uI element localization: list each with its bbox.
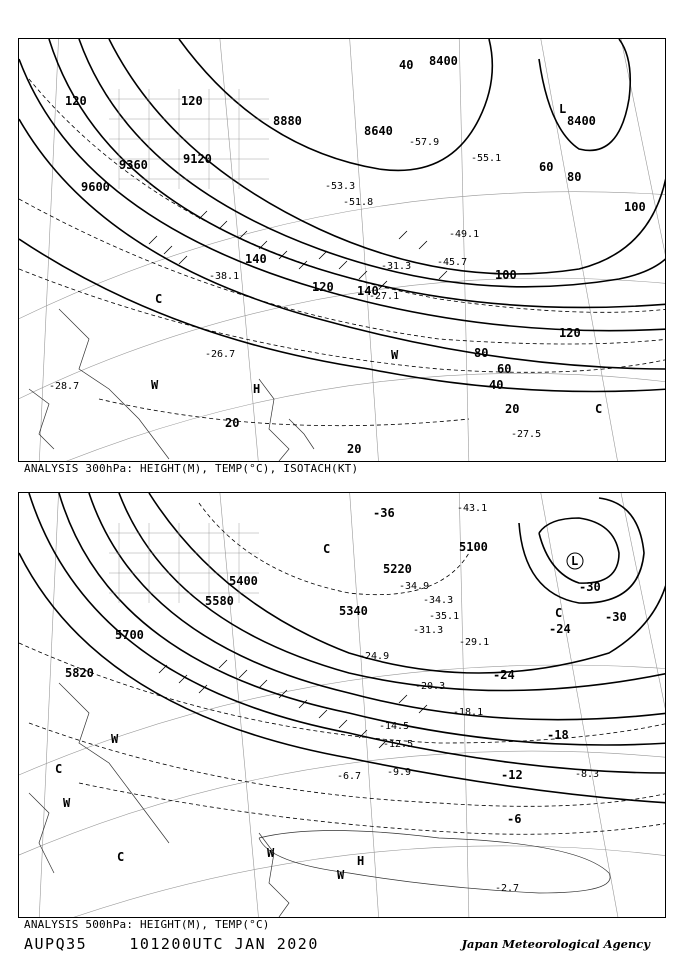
high-pressure-symbol: H (357, 854, 365, 868)
isotherms (19, 503, 665, 834)
low-pressure-symbol: L (571, 554, 579, 568)
warm-symbol: W (111, 732, 119, 746)
agency-name: Japan Meteorological Agency (461, 937, 650, 951)
valid-time: 101200UTC JAN 2020 (129, 935, 319, 953)
wind-barbs (159, 660, 427, 748)
warm-symbol: W (267, 846, 275, 860)
temperature-label: -28.7 (49, 381, 80, 392)
temperature-label: -31.3 (413, 625, 444, 636)
temperature-label: -14.5 (379, 721, 410, 732)
height-label: 5100 (459, 540, 488, 554)
map-500hpa (19, 493, 665, 917)
caption-500hpa: ANALYSIS 500hPa: HEIGHT(M), TEMP(°C) (24, 918, 270, 931)
isotherm-label: -24 (493, 668, 515, 682)
height-label: 5220 (383, 562, 412, 576)
height-label: 8400 (567, 114, 596, 128)
isotach-label: 100 (495, 268, 517, 282)
height-label: 9120 (183, 152, 212, 166)
isotach-label: 60 (539, 160, 554, 174)
temperature-label: -24.9 (359, 651, 390, 662)
height-label: 5820 (65, 666, 94, 680)
product-code: AUPQ35 (24, 935, 88, 953)
temperature-label: -12.5 (383, 739, 414, 750)
temperature-label: -18.1 (453, 707, 484, 718)
isotach-label: 120 (559, 326, 581, 340)
cold-symbol: C (555, 606, 563, 620)
isotherm-label: -30 (579, 580, 601, 594)
temperature-label: -55.1 (471, 153, 502, 164)
temperature-label: -51.8 (343, 197, 374, 208)
temperature-label: -53.3 (325, 181, 356, 192)
warm-symbol: W (63, 796, 71, 810)
height-label: 9360 (119, 158, 148, 172)
height-label: 5340 (339, 604, 368, 618)
temperature-label: -43.1 (457, 503, 488, 514)
cold-symbol: C (323, 542, 331, 556)
isotherm-label: -30 (605, 610, 627, 624)
isotach-label: 100 (624, 200, 646, 214)
temperature-label: -6.7 (337, 771, 362, 782)
isotherm-label: -6 (507, 812, 522, 826)
warm-symbol: W (391, 348, 399, 362)
height-label: 120 (65, 94, 87, 108)
temperature-label: -34.3 (423, 595, 454, 606)
isotachs (19, 79, 665, 426)
temperature-label: -35.1 (429, 611, 460, 622)
isotherm-label: -24 (549, 622, 571, 636)
isotach-label: 80 (567, 170, 582, 184)
height-label: 5400 (229, 574, 258, 588)
isotach-label: 60 (497, 362, 512, 376)
height-label: 8400 (429, 54, 458, 68)
height-label: 120 (312, 280, 334, 294)
height-label: 5580 (205, 594, 234, 608)
height-contours (19, 493, 665, 803)
isotherm-label: -12 (501, 768, 523, 782)
height-label: 8880 (273, 114, 302, 128)
temperature-label: -34.9 (399, 581, 430, 592)
temperature-label: -20.3 (415, 681, 446, 692)
caption-300hpa: ANALYSIS 300hPa: HEIGHT(M), TEMP(°C), ISOTACH(KT) (24, 462, 359, 475)
warm-symbol: W (337, 868, 345, 882)
isotach-label: 80 (474, 346, 489, 360)
isotach-label: 20 (505, 402, 520, 416)
cold-symbol: C (55, 762, 63, 776)
graticule (19, 39, 665, 461)
cold-symbol: C (117, 850, 125, 864)
high-pressure-symbol: H (253, 382, 261, 396)
wind-barbs (149, 211, 447, 289)
isotach-label: 40 (399, 58, 414, 72)
temperature-label: -49.1 (449, 229, 480, 240)
product-header (24, 935, 319, 953)
cold-symbol: C (155, 292, 163, 306)
height-label: 5700 (115, 628, 144, 642)
warm-symbol: W (151, 378, 159, 392)
coastlines (29, 683, 610, 917)
temperature-label: -8.3 (575, 769, 600, 780)
isotherm-label: -36 (373, 506, 395, 520)
temperature-label: -45.7 (437, 257, 468, 268)
temperature-label: -57.9 (409, 137, 440, 148)
temperature-label: -26.7 (205, 349, 236, 360)
map-300hpa (19, 39, 665, 461)
isotach-label: 120 (181, 94, 203, 108)
temperature-label: -9.9 (387, 767, 412, 778)
temperature-label: -31.3 (381, 261, 412, 272)
temperature-label: -27.1 (369, 291, 400, 302)
height-label: 8640 (364, 124, 393, 138)
chart-300hpa (18, 38, 666, 462)
isotach-label: 40 (489, 378, 504, 392)
isotach-label: 140 (245, 252, 267, 266)
isotherm-label: -18 (547, 728, 569, 742)
temperature-label: -27.5 (511, 429, 542, 440)
cold-symbol: C (595, 402, 603, 416)
isotach-label: 20 (225, 416, 240, 430)
temperature-label: -2.7 (495, 883, 520, 894)
isotach-label: 140 (357, 284, 379, 298)
chart-500hpa (18, 492, 666, 918)
low-pressure-symbol: L (559, 102, 567, 116)
isotach-label: 20 (347, 442, 362, 456)
temperature-label: -29.1 (459, 637, 490, 648)
height-label: 9600 (81, 180, 110, 194)
temperature-label: -38.1 (209, 271, 240, 282)
